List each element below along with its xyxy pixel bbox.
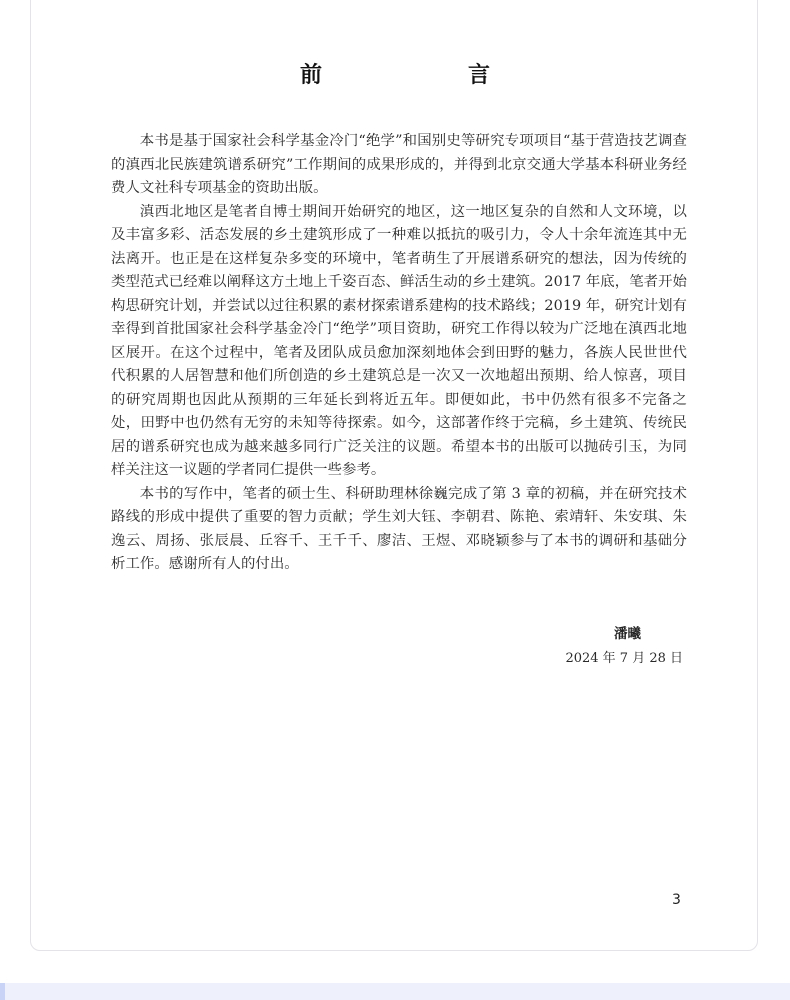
preface-date: 2024 年 7 月 28 日 [565,651,683,666]
page-edge-accent [0,983,5,1000]
page-title: 前 言 [299,63,524,88]
page-number: 3 [672,892,681,908]
preface-body [111,130,687,577]
next-page-edge [0,983,790,1000]
paragraph-funding: 本书是基于国家社会科学基金冷门“绝学”和国别史等研究专项项目“基于营造技艺调查的滇西北民族建筑谱系研究”工作期间的成果形成的，并得到北京交通大学基本科研业务经费人文社科专项基金的资助出版。 [111,133,687,196]
paragraph-research-background: 滇西北地区是笔者自博士期间开始研究的地区，这一地区复杂的自然和人文环境，以及丰富多彩、活态发展的乡土建筑形成了一种难以抵抗的吸引力，令人十余年流连其中无法离开。也正是在这样复杂多变的环境中，笔者萌生了开展谱系研究的想法，因为传统的类型范式已经难以阐释这方土地上千姿百态、鲜活生动的乡土建筑。2017 年底，笔者开始构思研究计划，并尝试以过往积累的素材探索谱系建构的技术路线；2019 年，研究计划有幸得到首批国家社会科学基金冷门“绝学”项目资助，研究工作得以较为广泛地在滇西北地区展开。在这个过程中，笔者及团队成员愈加深刻地体会到田野的魅力，各族人民世世代代积累的人居智慧和他们所创造的乡土建筑总是一次又一次地超出预期、给人惊喜，项目的研究周期也因此从预期的三年延长到将近五年。即便如此，书中仍然有很多不完备之处，田野中也仍然有无穷的未知等待探索。如今，这部著作终于完稿，乡土建筑、传统民居的谱系研究也成为越来越多同行广泛关注的议题。希望本书的出版可以抛砖引玉，为同样关注这一议题的学者同仁提供一些参考。 [111,203,687,478]
author-signature: 潘曦 [614,626,641,642]
paragraph-acknowledgements: 本书的写作中，笔者的硕士生、科研助理林徐巍完成了第 3 章的初稿，并在研究技术路线的形成中提供了重要的智力贡献；学生刘大钰、李朝君、陈艳、索靖轩、朱安琪、朱逸云、周扬、张辰晨、丘容千、王千千、廖洁、王煜、邓晓颖参与了本书的调研和基础分析工作。感谢所有人的付出。 [111,485,687,572]
